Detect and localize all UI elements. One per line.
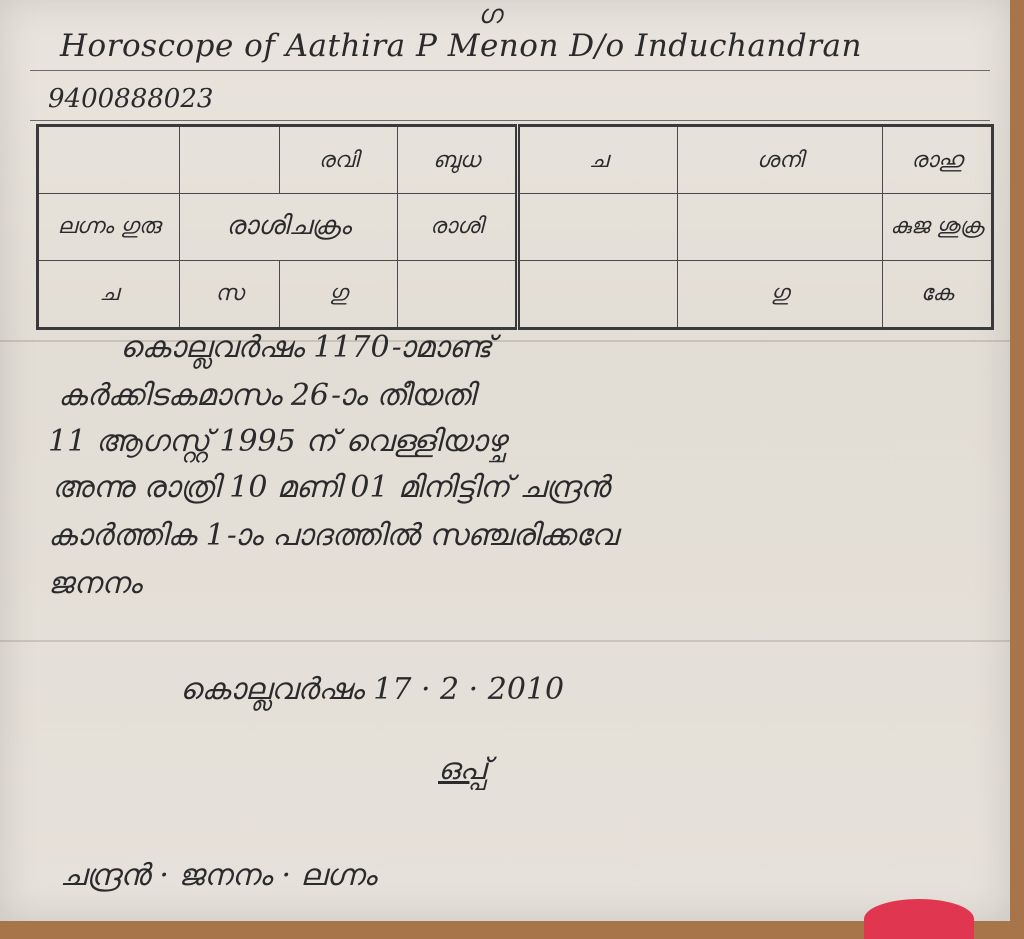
phone-number: 9400888023 bbox=[48, 84, 214, 114]
chart-center-sub: രാശി bbox=[398, 194, 518, 261]
chart-cell bbox=[678, 194, 883, 261]
document-title: Horoscope of Aathira P Menon D/o Induchandran bbox=[60, 28, 862, 64]
body-line: ജനനം bbox=[48, 566, 142, 601]
body-line: കർക്കിടകമാസം 26-ാം തീയതി bbox=[58, 378, 475, 413]
chart-cell: ബുധ bbox=[398, 126, 518, 194]
body-line: കാർത്തിക 1-ാം പാദത്തിൽ സഞ്ചരിക്കവേ bbox=[48, 518, 618, 553]
body-line: അന്നു രാത്രി 10 മണി 01 മിനിട്ടിന് ചന്ദ്രൻ bbox=[52, 470, 610, 505]
body-line: കൊല്ലവർഷം 1170-ാമാണ്ട് bbox=[120, 330, 493, 365]
phone-rule bbox=[30, 120, 990, 121]
chart-cell: ഗു bbox=[280, 260, 398, 328]
red-object bbox=[864, 899, 974, 939]
chart-cell: ശനി bbox=[678, 126, 883, 194]
chart-cell bbox=[38, 126, 180, 194]
chart-cell: കേ bbox=[883, 260, 993, 328]
horoscope-chart bbox=[36, 124, 994, 330]
chart-cell: ച bbox=[38, 260, 180, 328]
chart-cell bbox=[518, 194, 678, 261]
chart-cell bbox=[518, 260, 678, 328]
chart-cell: ച bbox=[518, 126, 678, 194]
date-line: കൊല്ലവർഷം 17 · 2 · 2010 bbox=[180, 672, 565, 707]
chart-center-label: രാശിചക്രം bbox=[180, 194, 398, 261]
paper-fold bbox=[0, 640, 1010, 642]
chart-cell bbox=[180, 126, 280, 194]
chart-cell bbox=[398, 260, 518, 328]
title-rule bbox=[30, 70, 990, 71]
chart-cell: ഗു bbox=[678, 260, 883, 328]
body-line: 11 ആഗസ്റ്റ് 1995 ന് വെള്ളിയാഴ്ച bbox=[48, 424, 507, 459]
chart-row bbox=[38, 194, 993, 261]
chart-cell: രാഹു bbox=[883, 126, 993, 194]
chart-row bbox=[38, 260, 993, 328]
chart-cell: കുജ ശുക്ര bbox=[883, 194, 993, 261]
chart-row bbox=[38, 126, 993, 194]
chart-cell: സ bbox=[180, 260, 280, 328]
top-mark: ഗ bbox=[478, 0, 502, 30]
signature-label: ഒപ്പ് bbox=[438, 752, 488, 787]
chart-cell: ലഗ്നം ഗുരു bbox=[38, 194, 180, 261]
chart-cell: രവി bbox=[280, 126, 398, 194]
footer-line: ചന്ദ്രൻ · ജനനം · ലഗ്നം bbox=[60, 858, 377, 893]
